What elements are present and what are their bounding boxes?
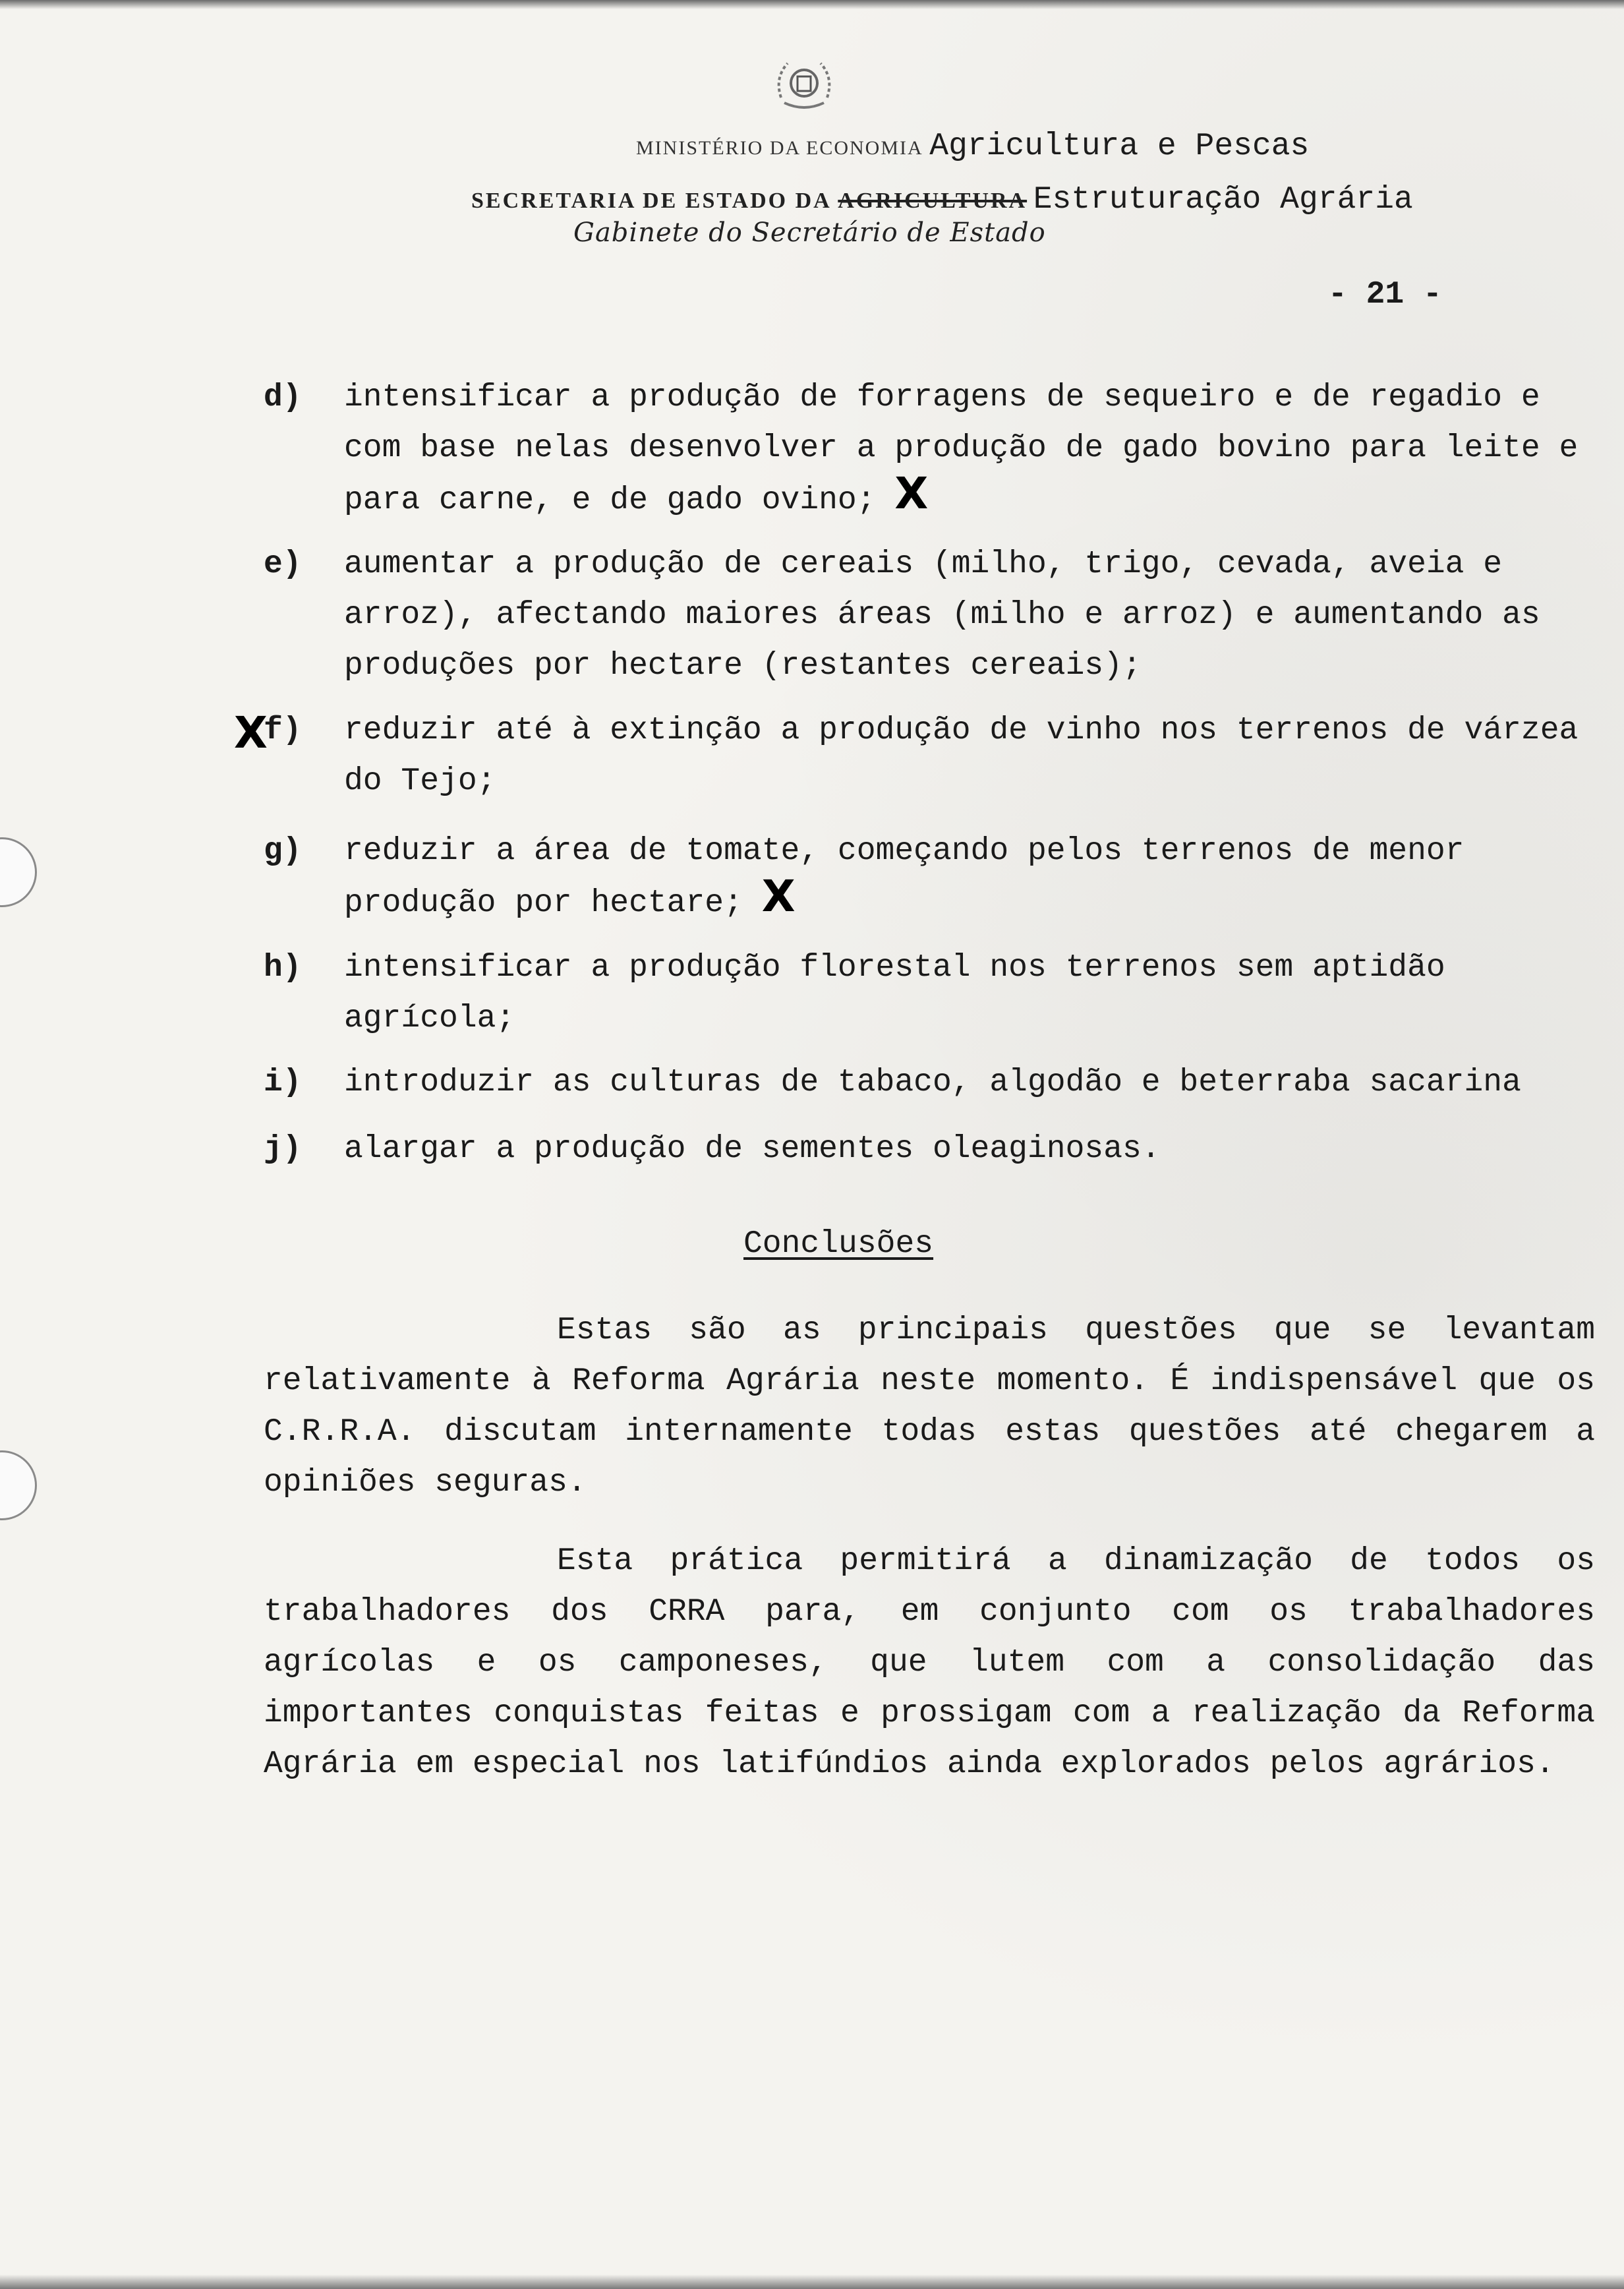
item-text: aumentar a produção de cereais (milho, trigo, cevada, aveia e arroz), afectando maiores áreas (milho e arroz) e aumentando as produções por hectare (restantes cereais);	[344, 547, 1540, 684]
item-text: alargar a produção de sementes oleaginosas.	[344, 1131, 1161, 1167]
item-text: reduzir até à extinção a produção de vinho nos terrenos de várzea do Tejo;	[344, 713, 1579, 799]
secretariat-struck-word: AGRICULTURA	[838, 189, 1028, 213]
coat-of-arms-emblem	[768, 51, 840, 117]
conclusions-paragraph: Estas são as principais questões que se levantam relativamente à Reforma Agrária neste momento. É indispensável que os C.R.R.A. discutam internamente todas estas questões até chegarem a opiniões seguras.	[264, 1313, 1595, 1501]
ministry-prefix: MINISTÉRIO DA ECONOMIA	[636, 137, 923, 159]
item-text: intensificar a produção florestal nos terrenos sem aptidão agrícola;	[344, 950, 1445, 1036]
item-letter: e)	[264, 547, 302, 582]
secretariat-name: Estruturação Agrária	[1033, 182, 1413, 218]
conclusions-paragraph: Esta prática permitirá a dinamização de todos os trabalhadores dos CRRA para, em conjunto com os trabalhadores agrícolas e os camponeses, que lutem com a consolidação das importantes conquistas feitas e prossigam com a realização da Reforma Agrária em especial nos latifúndios ainda explorados pelos agrários.	[264, 1543, 1595, 1782]
page-number: - 21 -	[1328, 277, 1442, 312]
item-text	[344, 826, 1596, 929]
item-text-body: intensificar a produção de forragens de sequeiro e de regadio e com base nelas desenvolver a produção de gado bovino para leite e para carne, e de gado ovino;	[344, 380, 1579, 518]
item-text-body: reduzir a área de tomate, começando pelos terrenos de menor produção por hectare;	[344, 833, 1464, 921]
item-letter: j)	[264, 1131, 302, 1167]
scan-bottom-edge	[0, 2274, 1624, 2289]
section-title-conclusions: Conclusões	[743, 1226, 934, 1262]
handwritten-x-mark-margin: X	[234, 707, 268, 758]
item-text	[344, 372, 1596, 526]
punch-hole-lower	[0, 1450, 37, 1520]
ministry-line	[636, 129, 1309, 164]
ministry-name: Agricultura e Pescas	[929, 129, 1310, 164]
handwritten-x-mark: X	[761, 871, 796, 922]
item-letter: i)	[264, 1065, 302, 1100]
item-letter: h)	[264, 950, 302, 986]
item-letter: f)	[264, 713, 302, 748]
office-line: Gabinete do Secretário de Estado	[573, 218, 1046, 248]
scan-top-edge	[0, 0, 1624, 9]
secretariat-line	[471, 182, 1413, 218]
item-letter: d)	[264, 380, 302, 415]
handwritten-x-mark: X	[894, 468, 929, 519]
secretariat-prefix: SECRETARIA DE ESTADO DA	[471, 189, 832, 213]
item-text: introduzir as culturas de tabaco, algodão e beterraba sacarina	[344, 1065, 1521, 1100]
item-letter: g)	[264, 833, 302, 869]
punch-hole-upper	[0, 837, 37, 907]
